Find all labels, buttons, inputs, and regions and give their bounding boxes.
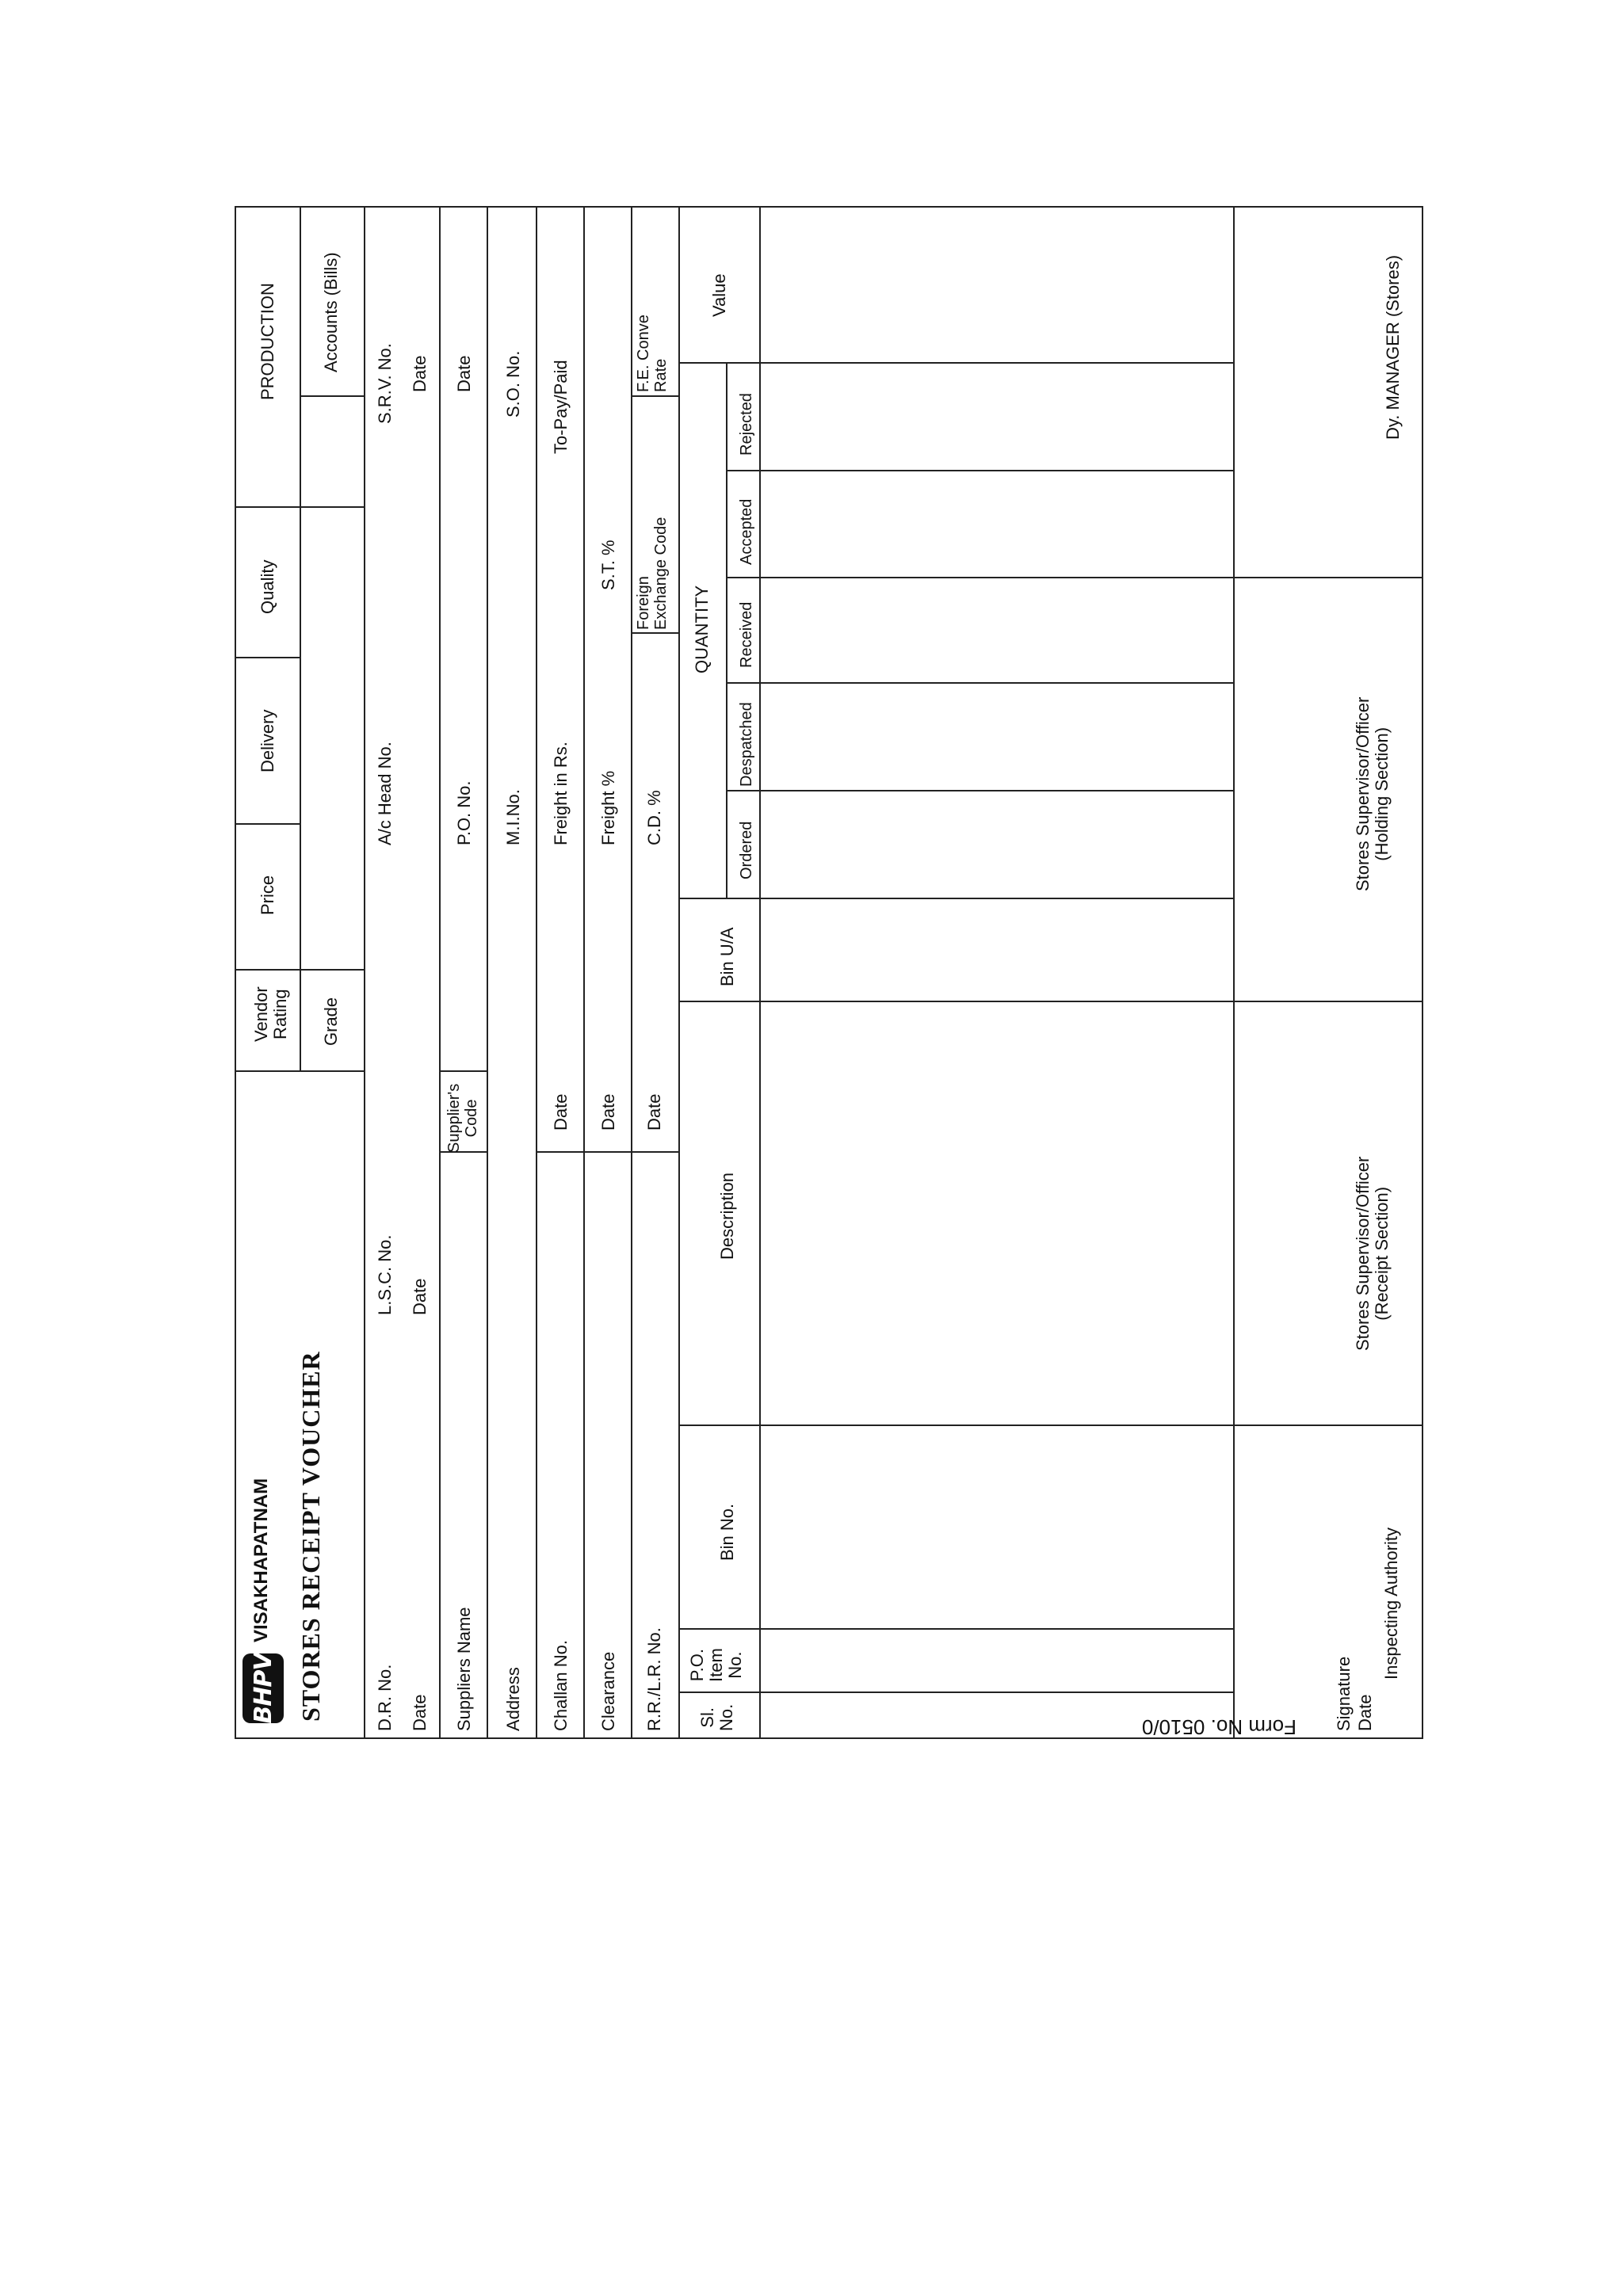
- divider: [726, 577, 1233, 578]
- divider: [235, 823, 300, 825]
- description-header: Description: [717, 1172, 737, 1260]
- bin-no-header: Bin No.: [717, 1503, 737, 1561]
- dy-manager-signature: Dy. MANAGER (Stores): [1383, 254, 1403, 440]
- challan-no-label: Challan No.: [551, 1640, 571, 1731]
- grade-label: Grade: [321, 997, 341, 1046]
- divider: [583, 1151, 631, 1153]
- suppliers-code-label: Supplier's Code: [445, 1083, 480, 1153]
- cd-pct-label: C.D. %: [644, 790, 664, 845]
- dr-no-label: D.R. No.: [375, 1664, 395, 1731]
- po-item-no-header: P.O. Item No.: [687, 1648, 746, 1682]
- divider: [235, 969, 364, 971]
- divider: [536, 206, 537, 1739]
- divider: [726, 682, 1233, 684]
- quality-label: Quality: [258, 559, 277, 614]
- ac-head-no-label: A/c Head No.: [375, 742, 395, 845]
- sl-no-header: Sl. No.: [697, 1703, 737, 1731]
- value-header: Value: [709, 273, 729, 317]
- divider: [364, 206, 365, 1739]
- divider: [726, 364, 727, 899]
- receipt-section-signature: Stores Supervisor/Officer (Receipt Section): [1353, 1156, 1392, 1351]
- vendor-rating-label: Vendor Rating: [251, 986, 291, 1042]
- divider: [678, 206, 680, 1739]
- quantity-header: QUANTITY: [692, 585, 712, 673]
- divider: [726, 470, 1233, 471]
- divider: [678, 362, 1233, 364]
- divider: [235, 506, 364, 508]
- divider: [1233, 1425, 1423, 1426]
- divider: [300, 395, 364, 397]
- divider: [300, 206, 301, 1072]
- address-label: Address: [503, 1667, 523, 1731]
- fe-conversion-rate-label: F.E. Conve Rate: [635, 315, 670, 392]
- freight-pct-label: Freight %: [598, 770, 618, 845]
- divider: [583, 206, 585, 1739]
- accepted-header: Accepted: [738, 498, 755, 565]
- divider: [631, 632, 678, 634]
- divider: [487, 206, 488, 1739]
- so-no-label: S.O. No.: [503, 350, 523, 418]
- freight-rs-label: Freight in Rs.: [551, 742, 571, 845]
- price-label: Price: [258, 875, 277, 915]
- despatched-header: Despatched: [738, 702, 755, 787]
- divider: [439, 206, 441, 1739]
- signature-date-label: Date: [1355, 1694, 1375, 1731]
- po-no-label: P.O. No.: [454, 780, 474, 845]
- divider: [631, 395, 678, 397]
- suppliers-name-label: Suppliers Name: [454, 1607, 474, 1731]
- divider: [678, 1691, 1233, 1693]
- production-label: PRODUCTION: [258, 283, 277, 400]
- stores-receipt-voucher-form: [235, 206, 1423, 1739]
- form-number: Form No. 0510/0: [1141, 1715, 1296, 1739]
- signature-label: Signature: [1334, 1656, 1354, 1731]
- received-header: Received: [738, 601, 755, 668]
- divider: [439, 1070, 487, 1072]
- date-label: Date: [598, 1093, 618, 1131]
- divider: [759, 206, 761, 1739]
- divider: [726, 790, 1233, 791]
- srv-no-label: S.R.V. No.: [375, 343, 395, 424]
- clearance-label: Clearance: [598, 1651, 618, 1731]
- bin-ua-header: Bin U/A: [717, 927, 737, 986]
- date-label: Date: [410, 1694, 430, 1731]
- ordered-header: Ordered: [738, 821, 755, 879]
- holding-section-signature: Stores Supervisor/Officer (Holding Section): [1353, 696, 1392, 891]
- inspecting-authority-label: Inspecting Authority: [1381, 1527, 1401, 1680]
- divider: [536, 1151, 583, 1153]
- date-label: Date: [644, 1093, 664, 1131]
- divider: [631, 206, 632, 1739]
- bhpv-logo: BHPV: [242, 1653, 284, 1723]
- divider: [678, 1425, 1233, 1426]
- date-label: Date: [410, 355, 430, 392]
- accounts-bills-label: Accounts (Bills): [321, 252, 341, 372]
- divider: [631, 1151, 678, 1153]
- lsc-no-label: L.S.C. No.: [375, 1234, 395, 1315]
- company-location: VISAKHAPATNAM: [250, 1478, 272, 1642]
- mi-no-label: M.I.No.: [503, 789, 523, 845]
- divider: [1233, 206, 1235, 1739]
- divider: [678, 1001, 1233, 1002]
- st-pct-label: S.T. %: [598, 540, 618, 590]
- divider: [678, 898, 1233, 899]
- delivery-label: Delivery: [258, 709, 277, 772]
- voucher-title: STORES RECEIPT VOUCHER: [296, 1351, 325, 1722]
- date-label: Date: [454, 355, 474, 392]
- date-label: Date: [551, 1093, 571, 1131]
- rejected-header: Rejected: [738, 393, 755, 456]
- to-pay-paid-label: To-Pay/Paid: [551, 360, 571, 454]
- divider: [235, 657, 300, 658]
- date-label: Date: [410, 1278, 430, 1315]
- rr-lr-no-label: R.R./L.R. No.: [644, 1627, 664, 1731]
- divider: [678, 1628, 1233, 1630]
- form-border: [235, 206, 1423, 1739]
- divider: [1233, 577, 1423, 578]
- divider: [1233, 1001, 1423, 1002]
- foreign-exchange-code-label: Foreign Exchange Code: [635, 517, 670, 630]
